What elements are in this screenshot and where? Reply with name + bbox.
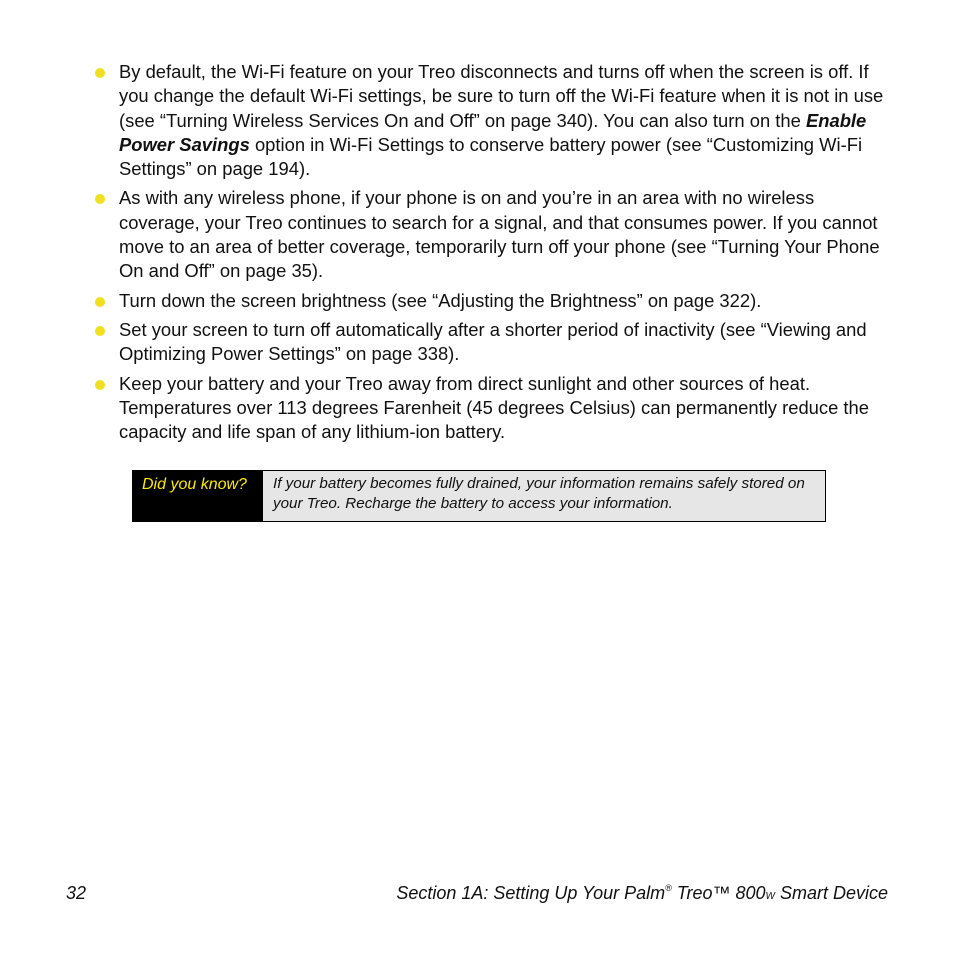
bullet-item: [95, 318, 890, 367]
bullet-item: [95, 186, 890, 283]
bullet-text: Turn down the screen brightness (see “Adjusting the Brightness” on page 322).: [119, 289, 762, 311]
bullet-icon: [95, 194, 105, 204]
did-you-know-text: If your battery becomes fully drained, your information remains safely stored on your Treo. Recharge the battery to access your information.: [263, 471, 825, 521]
bullet-item: [95, 60, 890, 181]
bullet-list: [95, 60, 890, 449]
did-you-know-callout: [132, 470, 826, 522]
bullet-text: As with any wireless phone, if your phone is on and you’re in an area with no wireless coverage, your Treo continues to search for a signal, and that consumes power. If you cannot move to an area of better coverage, temporarily turn off your phone (see “Turning Your Phone On and Off” on page 35).: [119, 187, 880, 282]
bullet-text: By default, the Wi-Fi feature on your Treo disconnects and turns off when the screen is off. If you change the default Wi-Fi settings, be sure to turn off the Wi-Fi feature when it is not in use (see “Turning Wireless Services On and Off” on page 340). You can also turn on the Enable Power Savings option in Wi-Fi Settings to conserve battery power (see “Customizing Wi-Fi Settings” on page 194).: [119, 61, 884, 180]
did-you-know-label: Did you know?: [133, 471, 263, 521]
bullet-text: Set your screen to turn off automatically after a shorter period of inactivity (see “Viewing and Optimizing Power Settings” on page 338).: [119, 318, 867, 365]
registered-mark: ®: [665, 883, 672, 893]
bullet-item: [95, 372, 890, 445]
page-number: 32: [66, 883, 87, 903]
section-title: Section 1A: Setting Up Your Palm® Treo™ 800W Smart Device: [396, 883, 888, 903]
bullet-icon: [95, 297, 105, 307]
bullet-item: [95, 289, 890, 313]
bullet-icon: [95, 326, 105, 336]
bullet-text: Keep your battery and your Treo away from direct sunlight and other sources of heat. Temperatures over 113 degrees Farenheit (45 degrees Celsius) can permanently reduce the capacity and life span of any lithium-ion battery.: [119, 372, 870, 443]
bullet-icon: [95, 68, 105, 78]
bullet-icon: [95, 380, 105, 390]
option-name: Enable Power Savings: [119, 109, 867, 155]
model-suffix: W: [765, 891, 775, 902]
